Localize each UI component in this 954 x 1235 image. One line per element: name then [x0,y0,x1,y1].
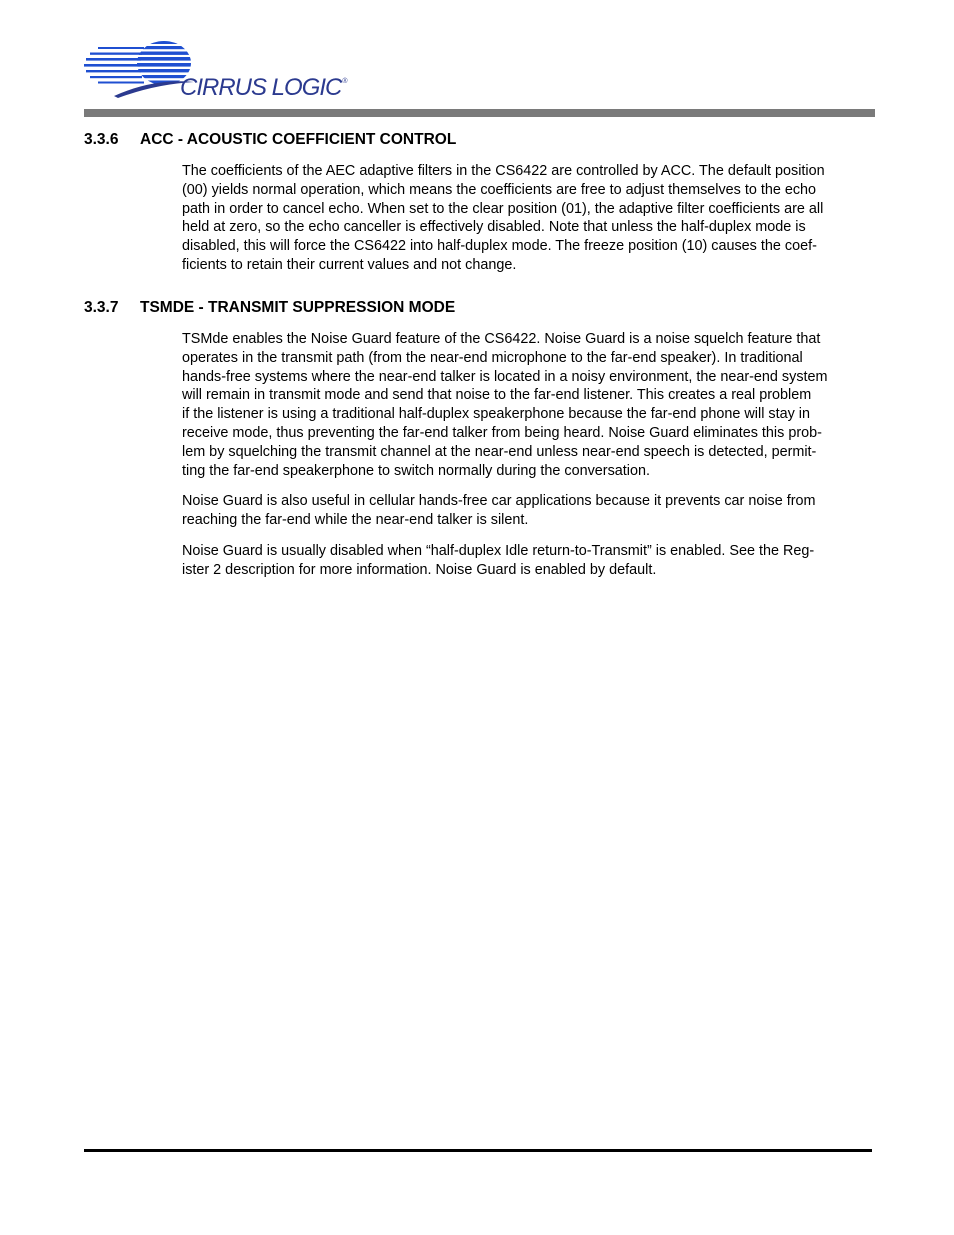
text-line: ficients to retain their current values and not change. [182,256,517,273]
header-rule [84,109,875,117]
footer-rule [84,1149,872,1152]
text-line: path in order to cancel echo. When set to the clear position (01), the adaptive filter coefficients are all [182,200,824,217]
cirrus-logic-logo [84,38,364,106]
text-line: reaching the far-end while the near-end talker is silent. [182,512,529,529]
paragraph [182,330,872,480]
text-line: held at zero, so the echo canceller is effectively disabled. Note that unless the half-duplex mode is [182,219,806,236]
text-line: ting the far-end speakerphone to switch normally during the conversation. [182,462,650,479]
section-title: ACC - ACOUSTIC COEFFICIENT CONTROL [140,131,457,148]
text-line: lem by squelching the transmit channel at the near-end unless near-end speech is detected, permit- [182,443,817,460]
section-title: TSMDE - TRANSMIT SUPPRESSION MODE [140,299,456,316]
text-line: receive mode, thus preventing the far-end talker from being heard. Noise Guard eliminates this prob- [182,424,822,441]
text-line: operates in the transmit path (from the near-end microphone to the far-end speaker). In traditional [182,349,803,366]
section-heading-3-3-7 [84,299,455,317]
logo-wordmark [180,74,347,102]
section-heading-3-3-6 [84,131,456,149]
text-line: hands-free systems where the near-end talker is located in a noisy environment, the near-end system [182,368,828,385]
text-line: TSMde enables the Noise Guard feature of the CS6422. Noise Guard is a noise squelch feature that [182,331,821,347]
paragraph [182,492,872,530]
section-number: 3.3.7 [84,299,119,316]
text-line: The coefficients of the AEC adaptive filters in the CS6422 are controlled by ACC. The default position [182,163,825,179]
text-line: disabled, this will force the CS6422 into half-duplex mode. The freeze position (10) causes the coef- [182,238,817,255]
text-line: ister 2 description for more information. Noise Guard is enabled by default. [182,561,657,578]
logo-text: CIRRUS LOGIC [180,74,342,101]
section-number: 3.3.6 [84,131,119,148]
text-line: Noise Guard is also useful in cellular hands-free car applications because it prevents car noise from [182,493,816,510]
paragraph [182,542,872,580]
paragraph [182,162,872,275]
section-body-3-3-7 [182,330,872,592]
text-line: (00) yields normal operation, which means the coefficients are free to adjust themselves to the echo [182,181,817,198]
section-body-3-3-6 [182,162,872,287]
text-line: if the listener is using a traditional half-duplex speakerphone because the far-end phone will stay in [182,406,810,423]
text-line: Noise Guard is usually disabled when “half-duplex Idle return-to-Transmit” is enabled. See the Reg- [182,542,815,559]
text-line: will remain in transmit mode and send that noise to the far-end listener. This creates a real problem [182,387,812,404]
registered-mark: ® [342,78,347,85]
